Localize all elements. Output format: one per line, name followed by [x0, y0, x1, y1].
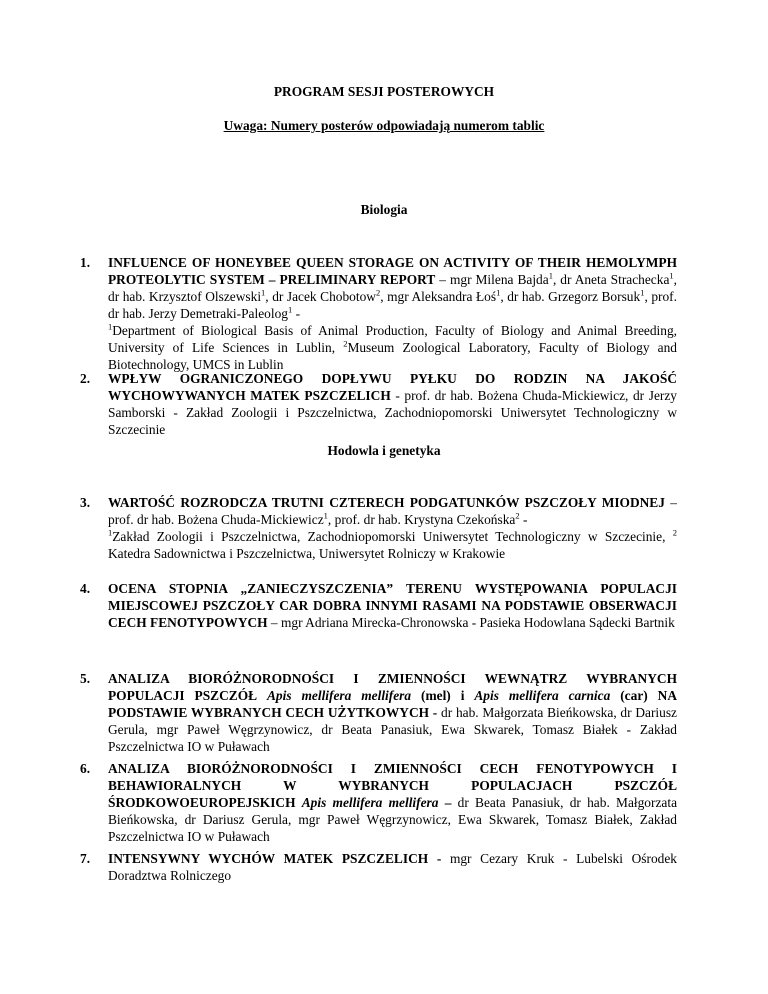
poster-number: 6.	[80, 761, 91, 776]
title-part-italic: Apis mellifera mellifera	[301, 795, 439, 810]
section-heading-biologia: Biologia	[360, 202, 408, 217]
aff-sup: 2	[672, 527, 677, 538]
title-part: –	[438, 795, 452, 810]
poster-number: 5.	[80, 671, 91, 686]
author: dr Aneta Strachecka	[560, 272, 670, 287]
trail: -	[292, 306, 301, 321]
poster-number: 1.	[80, 255, 91, 270]
author-sup: 1	[496, 287, 501, 298]
separator: –	[664, 495, 677, 510]
poster-title: WARTOŚĆ ROZRODCZA TRUTNI CZTERECH PODGATUNKÓW PSZCZOŁY MIODNEJ	[108, 495, 665, 510]
title-part: ANALIZA BIORÓŻNORODNOŚCI I ZMIENNOŚCI WEWNĄTRZ WYBRANYCH POPULACJI PSZCZÓŁ	[108, 671, 677, 703]
poster-title: INFLUENCE OF HONEYBEE QUEEN STORAGE ON ACTIVITY OF THEIR HEMOLYMPH PROTEOLYTIC SYSTEM – PRELIMINARY REPORT	[108, 255, 677, 287]
poster-number: 3.	[80, 495, 91, 510]
aff-sup: 1	[108, 321, 113, 332]
author-sup: 2	[375, 287, 381, 298]
poster-entry-6	[80, 760, 678, 845]
poster-authors: dr Beata Panasiuk, dr hab. Małgorzata Bieńkowska, dr Dariusz Gerula, mgr Paweł Węgrzynowicz, Ewa Skwarek, Tomasz Białek, Zakład Pszczelnictwa IO w Puławach	[108, 795, 678, 844]
author: dr hab. Grzegorz Borsuk	[507, 289, 641, 304]
title-part-italic: Apis mellifera carnica	[474, 688, 611, 703]
poster-entry-5	[80, 670, 677, 755]
aff-text: Department of Biological Basis of Animal Production, Faculty of Biology and Animal Breeding, University of Life Sciences in Lublin,	[108, 323, 677, 355]
author-sup: 1	[323, 510, 328, 521]
aff-text: Katedra Sadownictwa i Pszczelnictwa, Uniwersytet Rolniczy w Krakowie	[108, 546, 506, 561]
poster-entry-3: 3. WARTOŚĆ ROZRODCZA TRUTNI CZTERECH PODGATUNKÓW PSZCZOŁY MIODNEJ – prof. dr hab. Bożena Chuda-Mickiewicz$^1$, prof. dr hab. Krystyna Czekońska$^2$ - $^1$Zakład Zoologii i Pszczelnictwa, Zachodniopomorski Uniwersytet Technologiczny w Szczecinie, $^2$ Katedra Sadownictwa i Pszczelnictwa, Uniwersytet Rolniczy w Krakowie	[80, 495, 677, 561]
title-part: (car) NA PODSTAWIE WYBRANYCH CECH UŻYTKOWYCH -	[108, 688, 677, 720]
poster-authors: dr hab. Małgorzata Bieńkowska, dr Dariusz Gerula, mgr Paweł Węgrzynowicz, dr Beata Panasiuk, Ewa Skwarek, Tomasz Białek - Zakład Pszczelnictwa IO w Puławach	[108, 705, 677, 754]
title-part: (mel) i	[411, 688, 475, 703]
poster-entry-7	[80, 850, 677, 884]
affiliation	[108, 322, 677, 373]
poster-entry-1: 1. INFLUENCE OF HONEYBEE QUEEN STORAGE ON ACTIVITY OF THEIR HEMOLYMPH PROTEOLYTIC SYSTEM – PRELIMINARY REPORT – mgr Milena Bajda$^1$, dr Aneta Strachecka$^1$, dr hab. Krzysztof Olszewski$^1$, dr Jacek Chobotow$^2$, mgr Aleksandra Łoś$^1$, dr hab. Grzegorz Borsuk$^1$, prof. dr hab. Jerzy Demetraki-Paleolog$^1$ - $^1$Department of Biological Basis of Animal Production, Faculty of Biology and Animal Breeding, University of Life Sciences in Lublin, $^2$Museum Zoological Laboratory, Faculty of Biology and Biotechnology, UMCS in Lublin	[80, 255, 677, 372]
page-note: Uwaga: Numery posterów odpowiadają numerom tablic	[223, 118, 545, 133]
poster-authors: mgr Cezary Kruk - Lubelski Ośrodek Doradztwa Rolniczego	[108, 851, 677, 883]
poster-authors: - prof. dr hab. Bożena Chuda-Mickiewicz, dr Jerzy Samborski - Zakład Zoologii i Pszczelnictwa, Zachodniopomorski Uniwersytet Technologiczny w Szczecinie	[108, 388, 677, 437]
poster-number: 4.	[80, 581, 91, 596]
poster-number: 7.	[80, 851, 91, 866]
author: dr hab. Krzysztof Olszewski	[108, 289, 262, 304]
author-sup: 1	[287, 304, 293, 315]
author-sup: 1	[548, 270, 553, 281]
section-heading-hodowla: Hodowla i genetyka	[327, 443, 441, 458]
poster-number: 2.	[80, 371, 91, 386]
poster-authors: – mgr Adriana Mirecka-Chronowska - Pasieka Hodowlana Sądecki Bartnik	[267, 615, 675, 630]
author-sup: 1	[261, 287, 266, 298]
author-sup: 1	[669, 270, 674, 281]
aff-sup: 1	[108, 527, 113, 538]
author: prof. dr hab. Krystyna Czekońska	[334, 512, 516, 527]
poster-title: INTENSYWNY WYCHÓW MATEK PSZCZELICH -	[108, 851, 442, 866]
affiliation	[108, 528, 677, 562]
aff-text: Museum Zoological Laboratory, Faculty of Biology and Biotechnology, UMCS in Lublin	[108, 340, 677, 372]
author-sup: 2	[515, 510, 520, 521]
poster-title: OCENA STOPNIA „ZANIECZYSZCZENIA” TERENU WYSTĘPOWANIA POPULACJI MIEJSCOWEJ PSZCZOŁY CAR DOBRA INNYMI RASAMI NA PODSTAWIE OBSERWACJI CECH FENOTYPOWYCH	[108, 581, 677, 630]
poster-entry-4	[80, 580, 677, 631]
aff-text: Zakład Zoologii i Pszczelnictwa, Zachodniopomorski Uniwersytet Technologiczny w Szczecinie,	[112, 529, 673, 544]
author: prof. dr hab. Bożena Chuda-Mickiewicz	[108, 512, 324, 527]
author: prof. dr hab. Jerzy Demetraki-Paleolog	[108, 289, 677, 321]
separator: –	[435, 272, 450, 287]
title-part: ANALIZA BIORÓŻNORODNOŚCI I ZMIENNOŚCI CECH FENOTYPOWYCH I BEHAWIORALNYCH W WYBRANYCH POPULACJACH PSZCZÓŁ ŚRODKOWOEUROPEJSKICH	[108, 761, 677, 810]
author: mgr Aleksandra Łoś	[387, 289, 497, 304]
author: mgr Milena Bajda	[449, 272, 549, 287]
poster-entry-2	[80, 370, 677, 438]
poster-title: WPŁYW OGRANICZONEGO DOPŁYWU PYŁKU DO RODZIN NA JAKOŚĆ WYCHOWYWANYCH MATEK PSZCZELICH	[108, 371, 677, 403]
aff-sup: 2	[343, 338, 348, 349]
author: dr Jacek Chobotow	[272, 289, 376, 304]
title-part-italic: Apis mellifera mellifera	[267, 688, 412, 703]
trail: -	[519, 512, 528, 527]
author-sup: 1	[640, 287, 645, 298]
page-title: PROGRAM SESJI POSTEROWYCH	[273, 84, 495, 99]
